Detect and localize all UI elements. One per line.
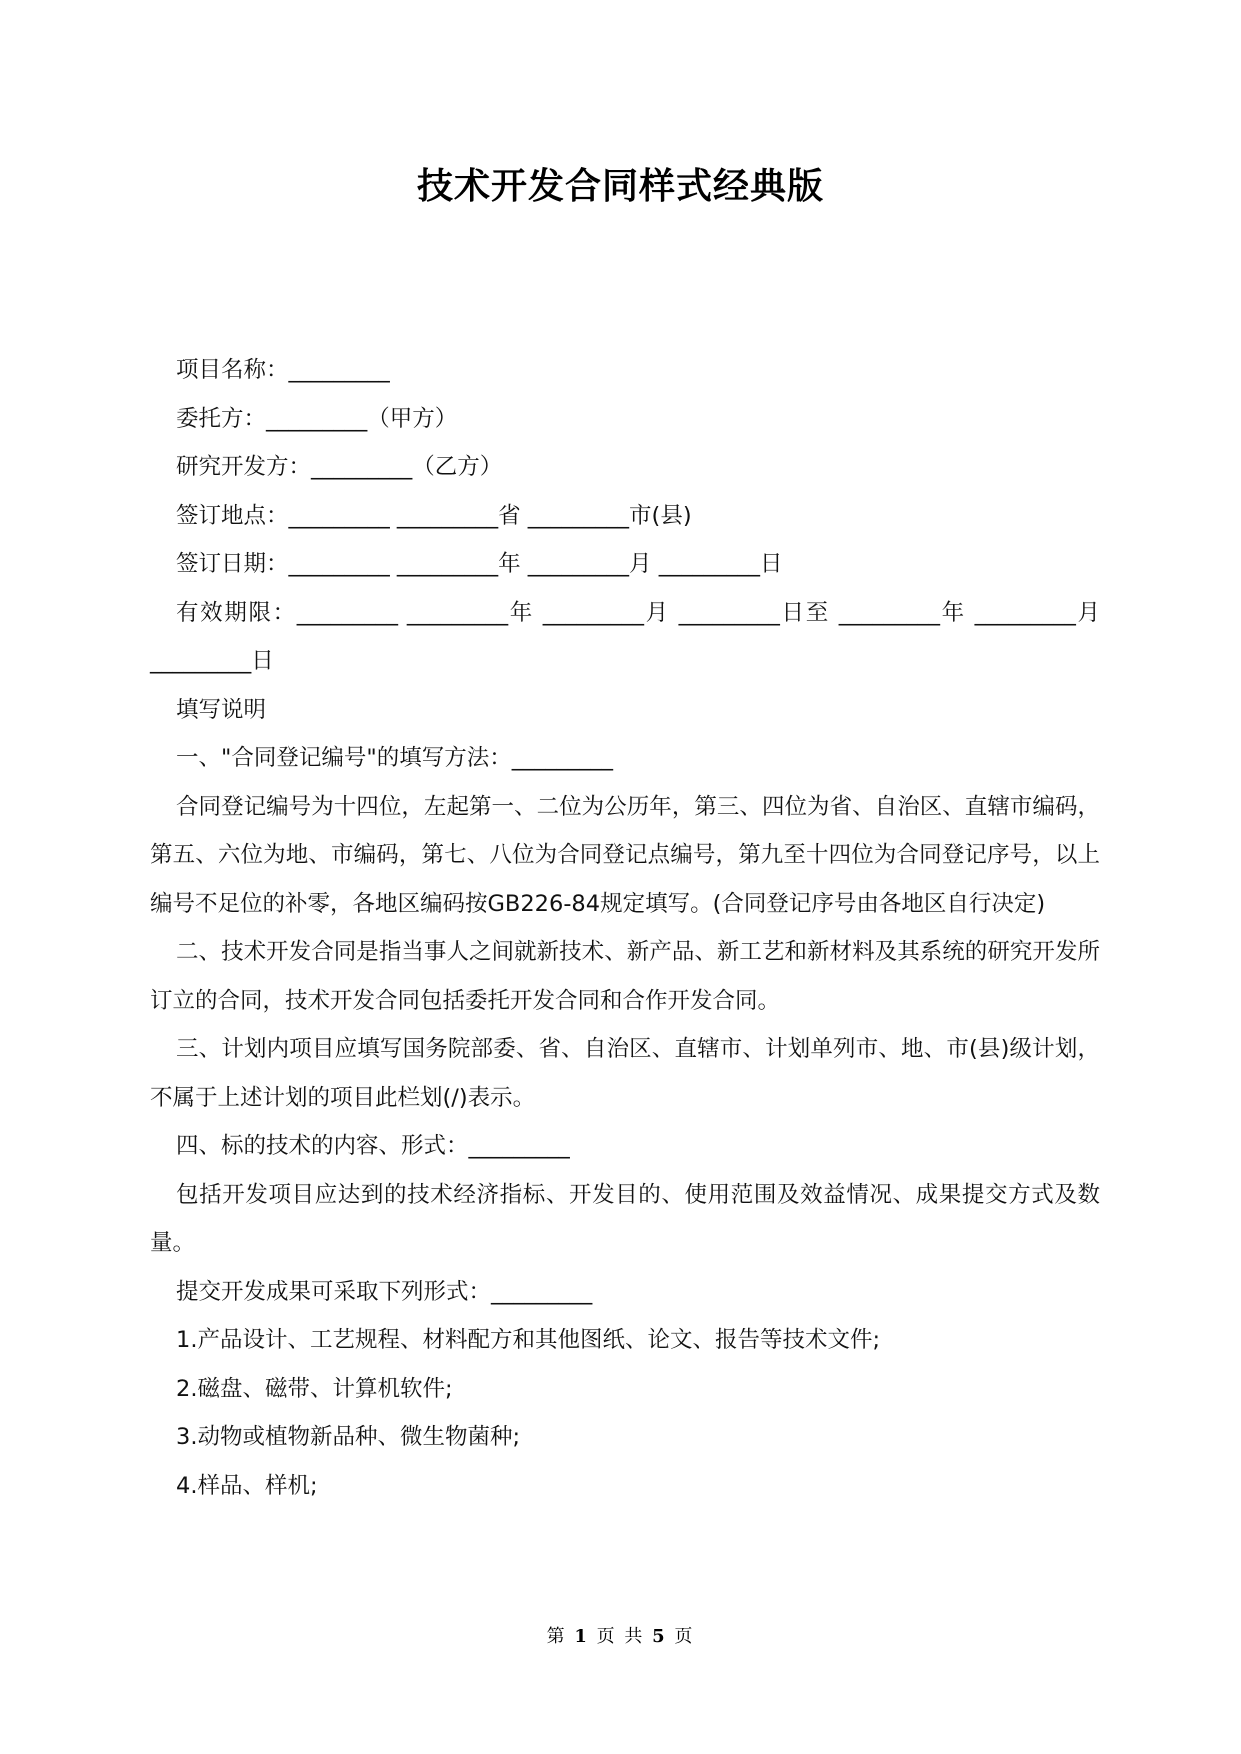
field-signing-date: 签订日期：_________ _________年 _________月 _________日 — [176, 551, 783, 577]
instruction-2-text: 二、技术开发合同是指当事人之间就新技术、新产品、新工艺和新材料及其系统的研究开发所订立的合同，技术开发合同包括委托开发合同和合作开发合同。 — [150, 939, 1100, 1014]
instruction-4-text: 包括开发项目应达到的技术经济指标、开发目的、使用范围及效益情况、成果提交方式及数量。 — [150, 1181, 1100, 1256]
deliverable-item-1: 1.产品设计、工艺规程、材料配方和其他图纸、论文、报告等技术文件; — [176, 1327, 881, 1353]
instruction-4-heading: 四、标的技术的内容、形式：_________ — [176, 1133, 570, 1159]
instruction-1-text: 合同登记编号为十四位，左起第一、二位为公历年，第三、四位为省、自治区、直辖市编码，第五、六位为地、市编码，第七、八位为合同登记点编号，第九至十四位为合同登记序号，以上编号不足位的补零，各地区编码按GB226-84规定填写。(合同登记序号由各地区自行决定) — [150, 793, 1100, 917]
deliverable-item-3: 3.动物或植物新品种、微生物菌种; — [176, 1424, 521, 1450]
footer-total-pages: 5 — [652, 1626, 667, 1647]
footer-suffix: 页 — [674, 1626, 695, 1647]
instruction-1-heading: 一、"合同登记编号"的填写方法：_________ — [176, 745, 613, 771]
field-signing-place: 签订地点：_________ _________省 _________市(县) — [176, 502, 692, 529]
footer-page-number: 1 — [574, 1626, 589, 1647]
instruction-3-text: 三、计划内项目应填写国务院部委、省、自治区、直辖市、计划单列市、地、市(县)级计划，不属于上述计划的项目此栏划(/)表示。 — [150, 1036, 1100, 1111]
field-developer: 研究开发方：_________（乙方） — [176, 454, 503, 480]
field-client: 委托方：_________（甲方） — [176, 405, 458, 432]
field-validity-period: 有效期限：_________ _________年 _________月 _________日至 _________年 _________月 _________日 — [150, 599, 1100, 674]
deliverables-heading: 提交开发成果可采取下列形式：_________ — [176, 1278, 593, 1305]
document-title: 技术开发合同样式经典版 — [416, 166, 824, 207]
deliverable-item-2: 2.磁盘、磁带、计算机软件; — [176, 1375, 453, 1402]
footer-prefix: 第 — [546, 1626, 567, 1647]
page-footer — [0, 1622, 1241, 1648]
deliverable-item-4: 4.样品、样机; — [176, 1472, 318, 1499]
document-body — [150, 346, 1100, 1510]
section-heading-instructions: 填写说明 — [176, 696, 267, 723]
footer-middle: 页 共 — [596, 1626, 645, 1647]
field-project-name: 项目名称：_________ — [176, 357, 390, 383]
